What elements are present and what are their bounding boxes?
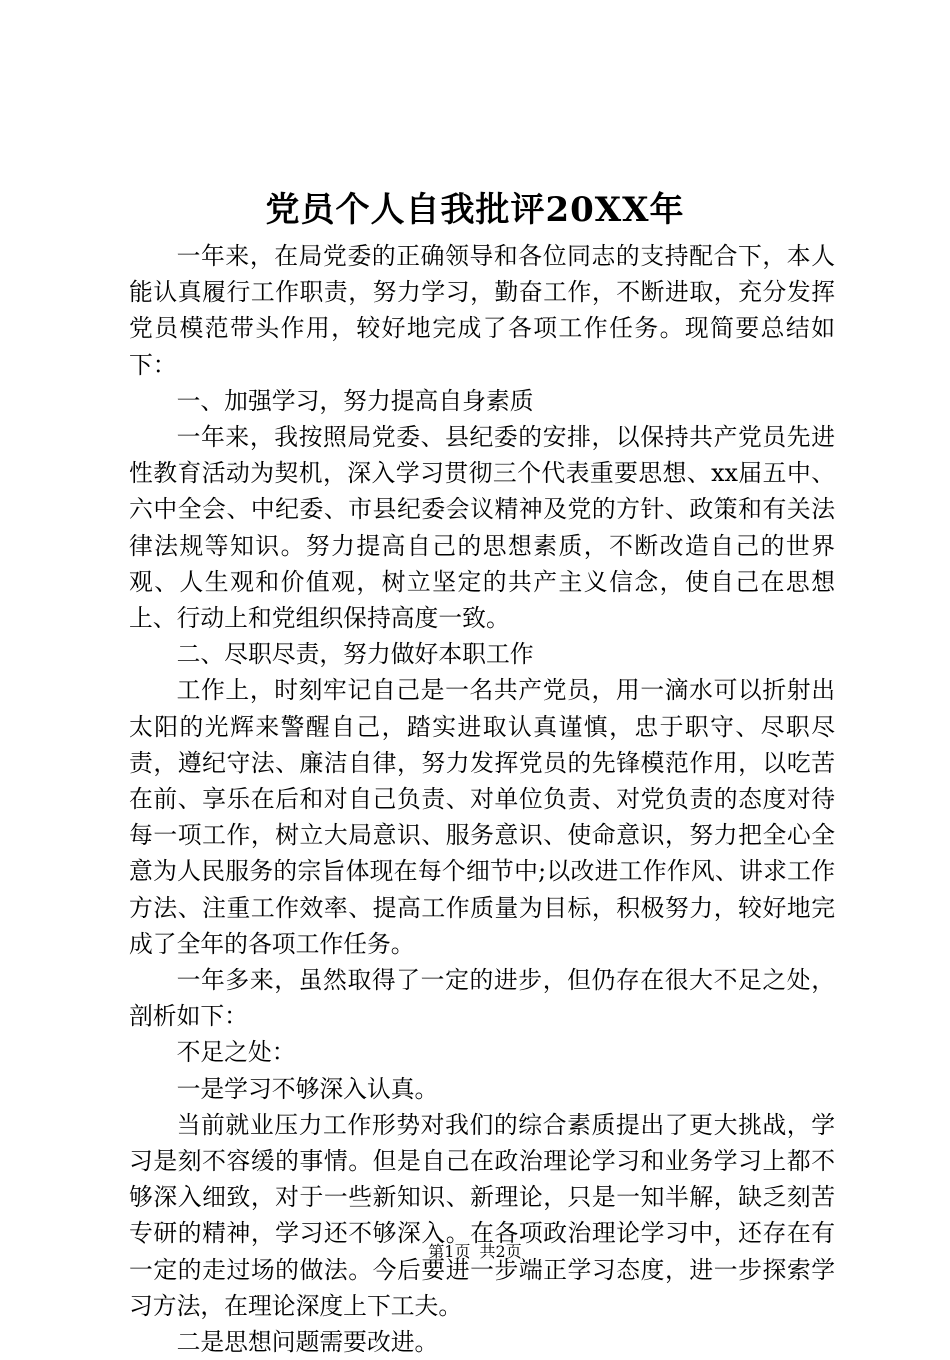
page-footer [0,1240,950,1264]
document-title: 党员个人自我批评20XX年 [265,190,685,230]
paragraph-work: 工作上，时刻牢记自己是一名共产党员，用一滴水可以折射出太阳的光辉来警醒自己，踏实进取认真谨慎，忠于职守、尽职尽责，遵纪守法、廉洁自律，努力发挥党员的先锋模范作用，以吃苦在前、享乐在后和对自己负责、对单位负责、对党负责的态度对待每一项工作，树立大局意识、服务意识、使命意识，努力把全心全意为人民服务的宗旨体现在每个细节中;以改进工作作风、讲求工作方法、注重工作效率、提高工作质量为目标，积极努力，较好地完成了全年的各项工作任务。 [129,676,835,958]
paragraph-intro: 一年来，在局党委的正确领导和各位同志的支持配合下，本人能认真履行工作职责，努力学习，勤奋工作，不断进取，充分发挥党员模范带头作用，较好地完成了各项工作任务。现简要总结如下： [129,242,835,379]
paragraph-shortcomings-intro: 一年多来，虽然取得了一定的进步，但仍存在很大不足之处，剖析如下： [129,966,835,1031]
document-body [129,238,835,1360]
paragraph-shortcoming-1-body: 当前就业压力工作形势对我们的综合素质提出了更大挑战，学习是刻不容缓的事情。但是自己在政治理论学习和业务学习上都不够深入细致，对于一些新知识、新理论，只是一知半解，缺乏刻苦专研的精神，学习还不够深入。在各项政治理论学习中，还存在有一定的走过场的做法。今后要进一步端正学习态度，进一步探索学习方法，在理论深度上下工夫。 [129,1110,835,1320]
paragraph-shortcomings-label: 不足之处： [176,1038,296,1067]
page-number-total: 共2页 [479,1242,522,1261]
section-heading-2: 二、尽职尽责，努力做好本职工作 [176,640,534,669]
paragraph-shortcoming-1-title: 一是学习不够深入认真。 [176,1074,439,1103]
section-heading-1: 一、加强学习，努力提高自身素质 [176,386,534,415]
paragraph-study: 一年来，我按照局党委、县纪委的安排，以保持共产党员先进性教育活动为契机，深入学习贯彻三个代表重要思想、xx届五中、六中全会、中纪委、市县纪委会议精神及党的方针、政策和有关法律法规等知识。努力提高自己的思想素质，不断改造自己的世界观、人生观和价值观，树立坚定的共产主义信念，使自己在思想上、行动上和党组织保持高度一致。 [129,423,835,633]
paragraph-shortcoming-2-title: 二是思想问题需要改进。 [176,1328,439,1357]
page-number-current: 第1页 [428,1242,471,1261]
